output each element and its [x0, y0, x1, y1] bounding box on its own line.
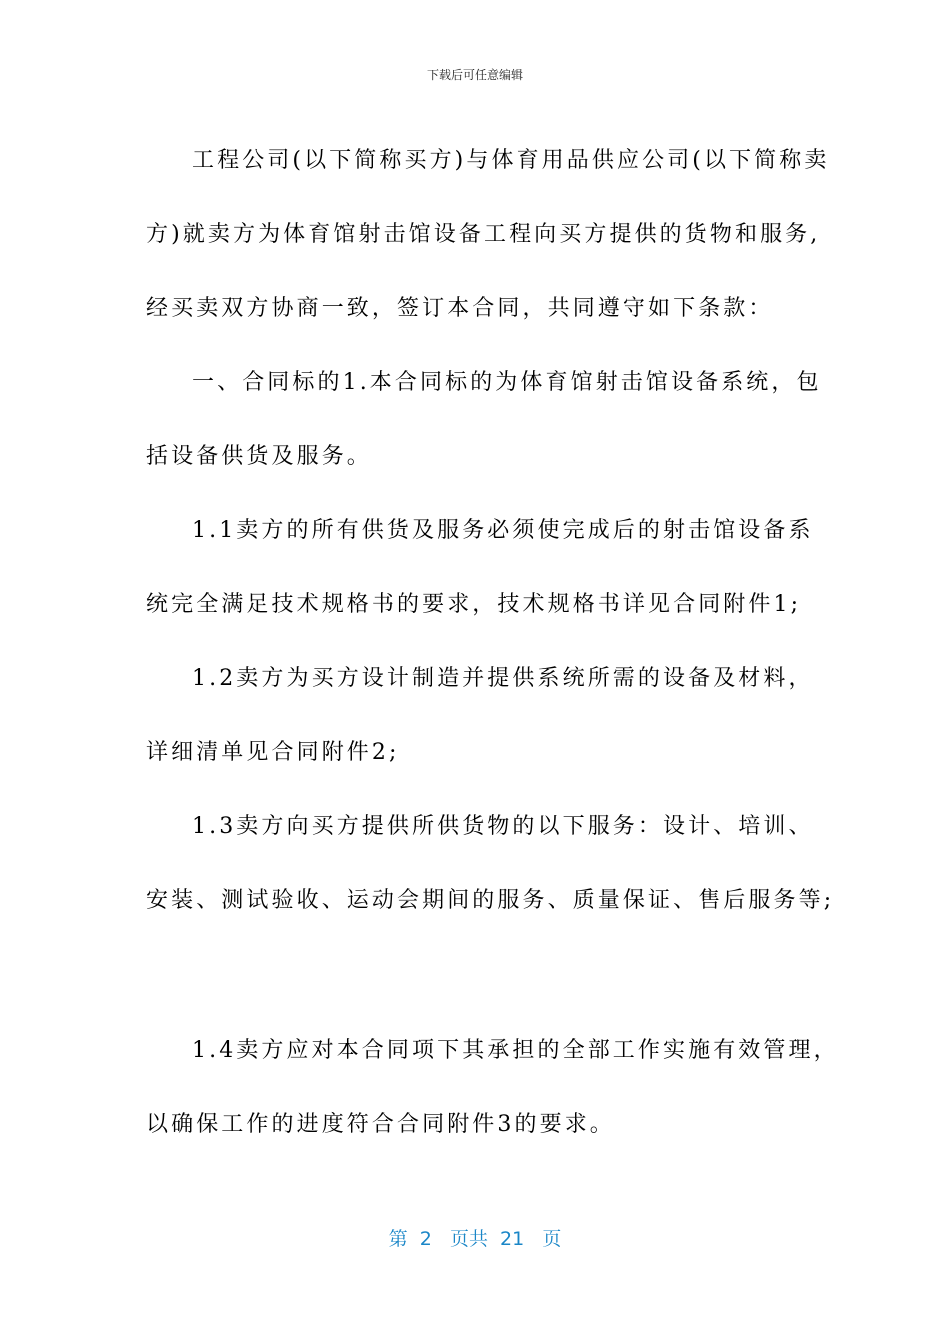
paragraph-line: 安装、测试验收、运动会期间的服务、质量保证、售后服务等;	[146, 888, 835, 913]
paragraph-section-1	[146, 346, 826, 494]
paragraph-line: 括设备供货及服务。	[146, 444, 372, 469]
paragraph-clause-1-2	[146, 642, 826, 790]
paragraph-line: 详细清单见合同附件2;	[146, 740, 400, 765]
paragraph-line: 工程公司(以下简称买方)与体育用品供应公司(以下简称卖	[192, 148, 830, 173]
header-note: 下载后可任意编辑	[426, 68, 523, 82]
paragraph-spacer	[146, 938, 826, 1014]
paragraph-line: 1.3卖方向买方提供所供货物的以下服务：设计、培训、	[192, 814, 814, 839]
paragraph-line: 1.2卖方为买方设计制造并提供系统所需的设备及材料，	[192, 666, 814, 691]
page-number-footer: 第 2 页共 21 页	[388, 1228, 562, 1250]
paragraph-clause-1-1	[146, 494, 826, 642]
paragraph-line: 1.4卖方应对本合同项下其承担的全部工作实施有效管理，	[192, 1038, 839, 1063]
paragraph-parties	[146, 124, 830, 346]
paragraph-line: 方)就卖方为体育馆射击馆设备工程向买方提供的货物和服务,	[146, 222, 821, 247]
paragraph-line: 统完全满足技术规格书的要求，技术规格书详见合同附件1;	[146, 592, 802, 617]
paragraph-clause-1-4	[146, 1014, 839, 1162]
paragraph-clause-1-3	[146, 790, 835, 938]
paragraph-line: 一、合同标的1.本合同标的为体育馆射击馆设备系统，包	[192, 370, 822, 395]
paragraph-line: 经买卖双方协商一致，签订本合同，共同遵守如下条款：	[146, 296, 774, 321]
document-body	[146, 124, 839, 1162]
paragraph-line: 1.1卖方的所有供货及服务必须使完成后的射击馆设备系	[192, 518, 814, 543]
paragraph-line: 以确保工作的进度符合合同附件3的要求。	[146, 1112, 615, 1137]
